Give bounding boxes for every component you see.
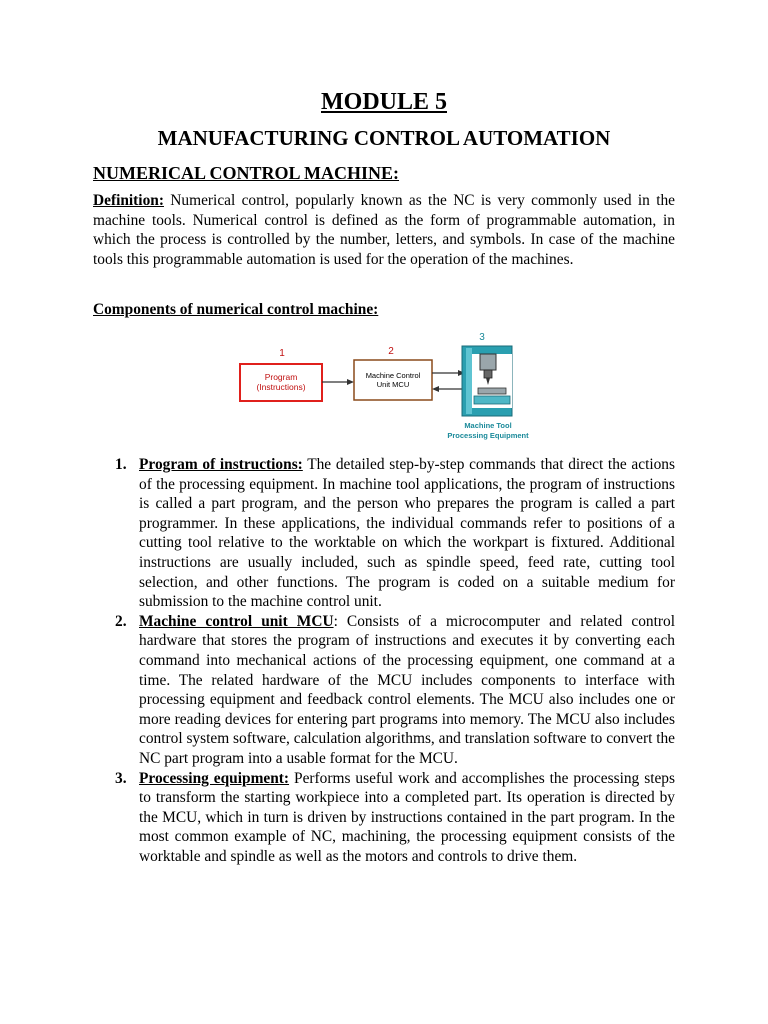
list-item-term: Machine control unit MCU [139, 612, 334, 630]
box1-label-line1: Program [264, 372, 298, 382]
box3-number: 3 [479, 332, 485, 343]
module-title: MODULE 5 [321, 89, 447, 115]
arrowhead-machine-to-mcu [432, 386, 439, 392]
list-item [115, 455, 675, 612]
box2-label-line2: Unit MCU [376, 380, 410, 389]
components-heading: Components of numerical control machine: [93, 301, 379, 318]
components-list [115, 455, 675, 866]
list-item-number: 2. [115, 612, 127, 630]
list-item-text: The detailed step-by-step commands that direct the actions of the processing equipment. In machine tool applications, the program of instructions is called a part program, and the person who prepares the program is called a part programmer. In these applications, the individual commands refer to positions of a cutting tool relative to the worktable on which the workpart is fixtured. Additional instructions are usually included, such as spindle speed, feed rate, cutting tool selection, and other functions. The program is coded on a suitable medium for submission to the machine control unit. [139, 456, 675, 611]
section-title: NUMERICAL CONTROL MACHINE: [93, 163, 400, 183]
arrowhead-program-to-mcu [347, 379, 354, 385]
list-item-text: Performs useful work and accomplishes the processing steps to transform the starting workpiece into a completed part. Its operation is directed by the MCU, which in turn is driven by instructions contained in the part program. In the most common example of NC, machining, the processing equipment consists of the worktable and spindle as well as the motors and controls to drive them. [139, 769, 675, 865]
box1-number: 1 [279, 348, 285, 359]
list-item [115, 769, 675, 867]
box1-label-line2: (Instructions) [256, 382, 306, 392]
list-item [115, 612, 675, 769]
machine-tool-caption-line1: Machine Tool [464, 421, 512, 430]
nc-components-diagram [228, 330, 544, 446]
list-item-number: 3. [115, 769, 127, 787]
box2-number: 2 [388, 346, 394, 357]
box2-label-line1: Machine Control [365, 371, 421, 380]
definition-term: Definition: [93, 192, 164, 209]
machine-tool-icon [462, 346, 512, 416]
list-item-term: Program of instructions: [139, 456, 303, 473]
machine-tool-caption-line2: Processing Equipment [447, 431, 529, 440]
definition-paragraph [93, 191, 675, 269]
main-title: MANUFACTURING CONTROL AUTOMATION [157, 126, 611, 150]
list-item-number: 1. [115, 456, 127, 473]
definition-text: Numerical control, popularly known as the NC is very commonly used in the machine tools. Numerical control is defined as the form of programmable automation, in which the process is controlled by the number, letters, and symbols. In case of the machine tools this programmable automation is used for the operation of the machines. [93, 192, 675, 268]
list-item-text: : Consists of a microcomputer and related control hardware that stores the program of instructions and executes it by converting each command into mechanical actions of the processing equipment, one command at a time. The related hardware of the MCU includes components to interface with processing equipment and feedback control elements. The MCU also includes one or more reading devices for entering part programs into memory. The MCU also includes control system software, calculation algorithms, and translation software to convert the NC part program into a usable format for the MCU. [139, 612, 675, 767]
list-item-term: Processing equipment: [139, 769, 290, 787]
